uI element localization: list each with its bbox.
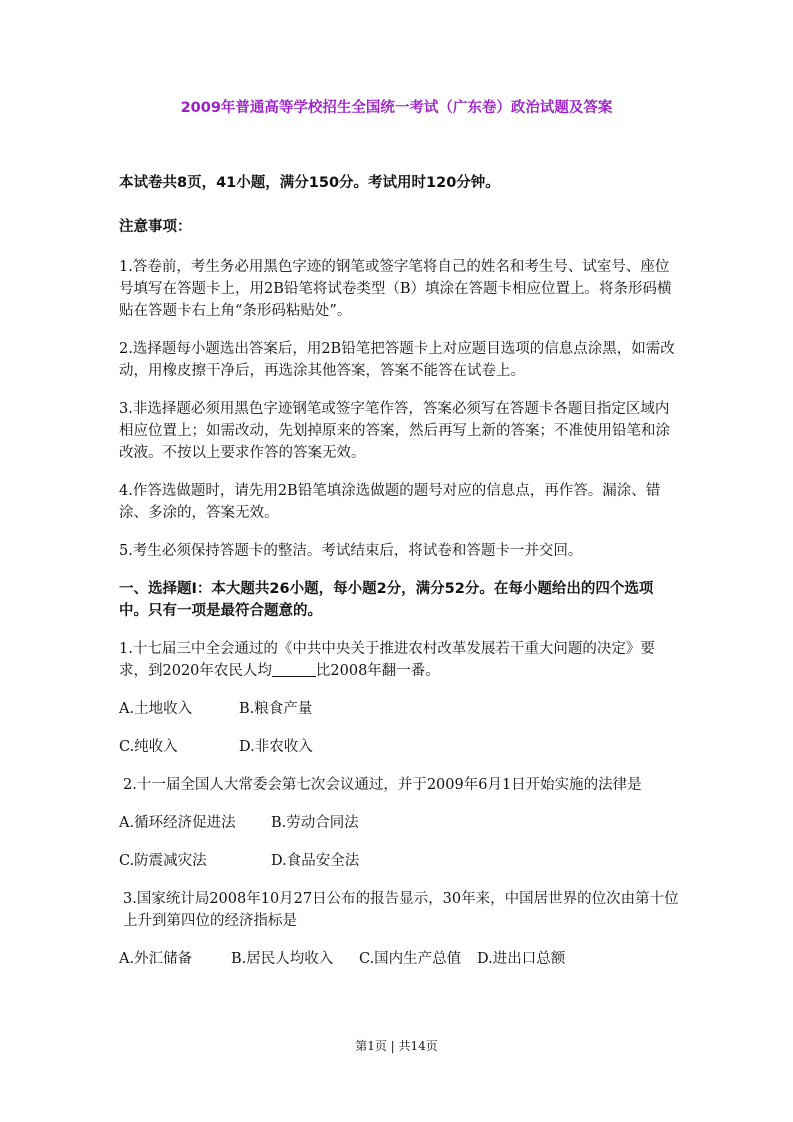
question-1-option-c: C.纯收入 [119, 739, 178, 755]
question-2-stem: 2.十一届全国人大常委会第七次会议通过，并于2009年6月1日开始实施的法律是 [123, 777, 642, 793]
question-2-options-row-1 [119, 812, 679, 834]
question-1-stem [119, 638, 679, 682]
section-heading: 一、选择题Ⅰ：本大题共26小题，每小题2分，满分52分。在每小题给出的四个选项中。只有一项是最符合题意的。 [119, 581, 654, 619]
exam-intro: 本试卷共8页，41小题，满分150分。考试用时120分钟。 [119, 175, 500, 191]
document-body [119, 172, 679, 986]
notice-item: 4.作答选做题时，请先用2B铅笔填涂选做题的题号对应的信息点，再作答。漏涂、错涂、多涂的，答案无效。 [119, 483, 661, 521]
question-2-option-c: C.防震减灾法 [119, 853, 207, 869]
question-2-option-d: D.食品安全法 [271, 853, 360, 869]
question-1-option-d: D.非农收入 [239, 739, 313, 755]
notice-heading: 注意事项： [119, 219, 192, 235]
document-title: 2009年普通高等学校招生全国统一考试（广东卷）政治试题及答案 [180, 100, 613, 116]
notice-item: 1.答卷前，考生务必用黑色字迹的钢笔或签字笔将自己的姓名和考生号、试室号、座位号填写在答题卡上，用2B铅笔将试卷类型（B）填涂在答题卡相应位置上。将条形码横贴在答题卡右上角“条形码粘贴处”。 [119, 259, 672, 319]
question-3-options-row [119, 948, 679, 970]
question-1-stem-after: 比2008年翻一番。 [315, 663, 440, 679]
question-1-stem-before: 1.十七届三中全会通过的《中共中央关于推进农村改革发展若干重大问题的决定》要求，到2020年农民人均 [119, 641, 655, 679]
question-3-option-b: B.居民人均收入 [231, 951, 334, 967]
question-1-option-b: B.粮食产量 [239, 701, 313, 717]
notice-item: 2.选择题每小题选出答案后，用2B铅笔把答题卡上对应题目选项的信息点涂黑，如需改动，用橡皮擦干净后，再选涂其他答案，答案不能答在试卷上。 [119, 341, 675, 379]
question-1-options-row-2 [119, 736, 679, 758]
notice-item: 5.考生必须保持答题卡的整洁。考试结束后，将试卷和答题卡一并交回。 [119, 543, 583, 559]
answer-blank [272, 662, 316, 677]
question-1-option-a: A.土地收入 [119, 701, 193, 717]
notice-item: 3.非选择题必须用黑色字迹钢笔或签字笔作答，答案必须写在答题卡各题目指定区域内相应位置上；如需改动，先划掉原来的答案，然后再写上新的答案；不准使用铅笔和涂改液。不按以上要求作答的答案无效。 [119, 401, 670, 461]
question-3-option-a: A.外汇储备 [119, 951, 193, 967]
question-1-options-row-1 [119, 698, 679, 720]
question-3-option-d: D.进出口总额 [477, 951, 566, 967]
question-2-options-row-2 [119, 850, 679, 872]
question-2-option-a: A.循环经济促进法 [119, 815, 236, 831]
question-3-stem: 3.国家统计局2008年10月27日公布的报告显示，30年来，中国居世界的位次由第十位上升到第四位的经济指标是 [123, 891, 679, 929]
question-3-option-c: C.国内生产总值 [359, 951, 462, 967]
page-footer: 第1页 | 共14页 [355, 1039, 438, 1053]
question-2-option-b: B.劳动合同法 [271, 815, 359, 831]
